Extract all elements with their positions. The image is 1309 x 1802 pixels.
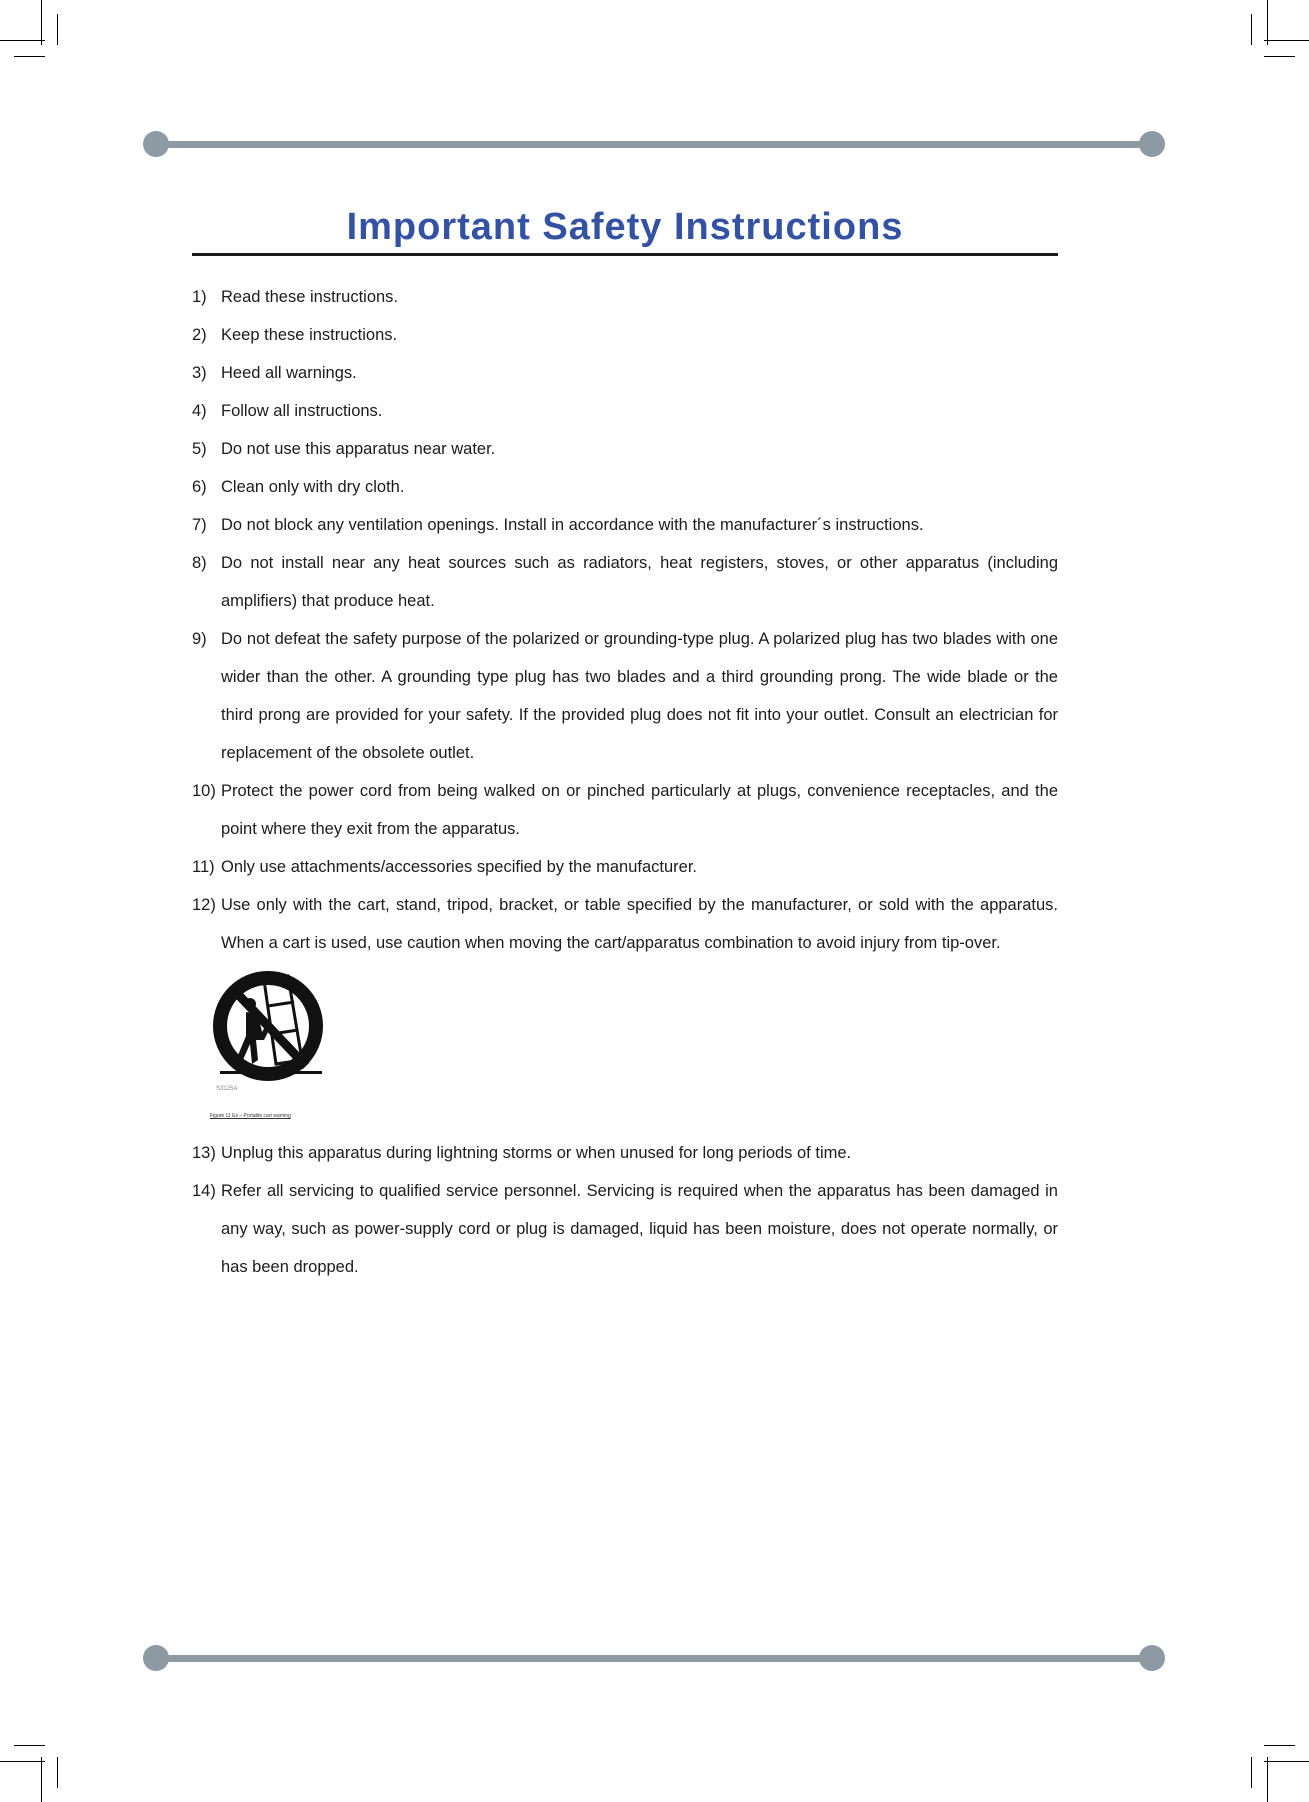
page-title: Important Safety Instructions — [346, 206, 904, 248]
figure-code: S3125A — [216, 1086, 238, 1092]
item-number: 10) — [192, 782, 216, 800]
crop-mark — [41, 1757, 42, 1802]
top-rule-right-dot — [1139, 131, 1165, 157]
list-item — [192, 544, 1058, 620]
bottom-rule-left-dot — [143, 1645, 169, 1671]
item-text: Follow all instructions. — [221, 402, 383, 420]
crop-mark — [41, 0, 42, 45]
item-number: 5) — [192, 440, 207, 458]
list-item — [192, 620, 1058, 772]
crop-mark — [1264, 1745, 1295, 1746]
item-text: Clean only with dry cloth. — [221, 478, 405, 496]
crop-mark — [57, 14, 58, 45]
item-text: Only use attachments/accessories specified by the manufacturer. — [221, 858, 697, 876]
item-text: Do not use this apparatus near water. — [221, 440, 496, 458]
crop-mark — [14, 56, 45, 57]
crop-mark — [14, 1745, 45, 1746]
bottom-rule — [156, 1655, 1152, 1662]
item-number: 2) — [192, 326, 207, 344]
item-number: 7) — [192, 516, 207, 534]
item-number: 11) — [192, 858, 215, 876]
item-number: 14) — [192, 1182, 216, 1200]
item-text: Use only with the cart, stand, tripod, bracket, or table specified by the manufacturer, or sold with the apparatus. When a cart is used, use caution when moving the cart/apparatus combination to avoid injury from tip-over. — [221, 896, 1058, 952]
item-number: 1) — [192, 288, 207, 306]
crop-mark — [1251, 1757, 1252, 1788]
crop-mark — [57, 1757, 58, 1788]
title-underline — [192, 253, 1058, 256]
crop-mark — [1264, 1761, 1309, 1762]
list-item — [192, 278, 1058, 316]
list-item — [192, 354, 1058, 392]
list-item — [192, 1134, 1058, 1172]
bottom-rule-right-dot — [1139, 1645, 1165, 1671]
item-text: Keep these instructions. — [221, 326, 398, 344]
crop-mark — [1264, 40, 1309, 41]
top-rule-left-dot — [143, 131, 169, 157]
item-text: Unplug this apparatus during lightning storms or when unused for long periods of time. — [221, 1144, 852, 1162]
crop-mark — [0, 1761, 45, 1762]
item-text: Protect the power cord from being walked on or pinched particularly at plugs, convenience receptacles, and the point where they exit from the apparatus. — [221, 782, 1058, 838]
cart-tip-over-warning-icon — [206, 962, 336, 1112]
cart-warning-figure — [206, 962, 1058, 1134]
item-text: Heed all warnings. — [221, 364, 357, 382]
item-number: 4) — [192, 402, 207, 420]
list-item — [192, 772, 1058, 848]
item-number: 6) — [192, 478, 207, 496]
figure-caption: Figure 11 Ex – Portable cart warning — [210, 1113, 291, 1119]
crop-mark — [1251, 14, 1252, 45]
item-number: 9) — [192, 630, 207, 648]
list-item — [192, 430, 1058, 468]
top-rule — [156, 141, 1152, 148]
crop-mark — [1267, 0, 1268, 45]
item-text: Do not block any ventilation openings. Install in accordance with the manufacturer´s instructions. — [221, 516, 924, 534]
list-item — [192, 392, 1058, 430]
list-item — [192, 468, 1058, 506]
list-item — [192, 886, 1058, 962]
item-number: 8) — [192, 554, 207, 572]
item-text: Refer all servicing to qualified service personnel. Servicing is required when the apparatus has been damaged in any way, such as power-supply cord or plug is damaged, liquid has been moisture, does not operate normally, or has been dropped. — [221, 1182, 1058, 1276]
item-number: 12) — [192, 896, 216, 914]
list-item — [192, 1172, 1058, 1286]
list-item — [192, 316, 1058, 354]
item-text: Read these instructions. — [221, 288, 399, 306]
list-item — [192, 848, 1058, 886]
crop-mark — [1264, 56, 1295, 57]
item-text: Do not install near any heat sources such as radiators, heat registers, stoves, or other apparatus (including amplifiers) that produce heat. — [221, 554, 1058, 610]
item-text: Do not defeat the safety purpose of the polarized or grounding-type plug. A polarized plug has two blades with one wider than the other. A grounding type plug has two blades and a third grounding prong. The wide blade or the third prong are provided for your safety. If the provided plug does not fit into your outlet. Consult an electrician for replacement of the obsolete outlet. — [221, 630, 1058, 762]
crop-mark — [1267, 1757, 1268, 1802]
item-number: 3) — [192, 364, 207, 382]
instruction-list — [192, 278, 1058, 1286]
crop-mark — [0, 40, 45, 41]
item-number: 13) — [192, 1144, 216, 1162]
list-item — [192, 506, 1058, 544]
